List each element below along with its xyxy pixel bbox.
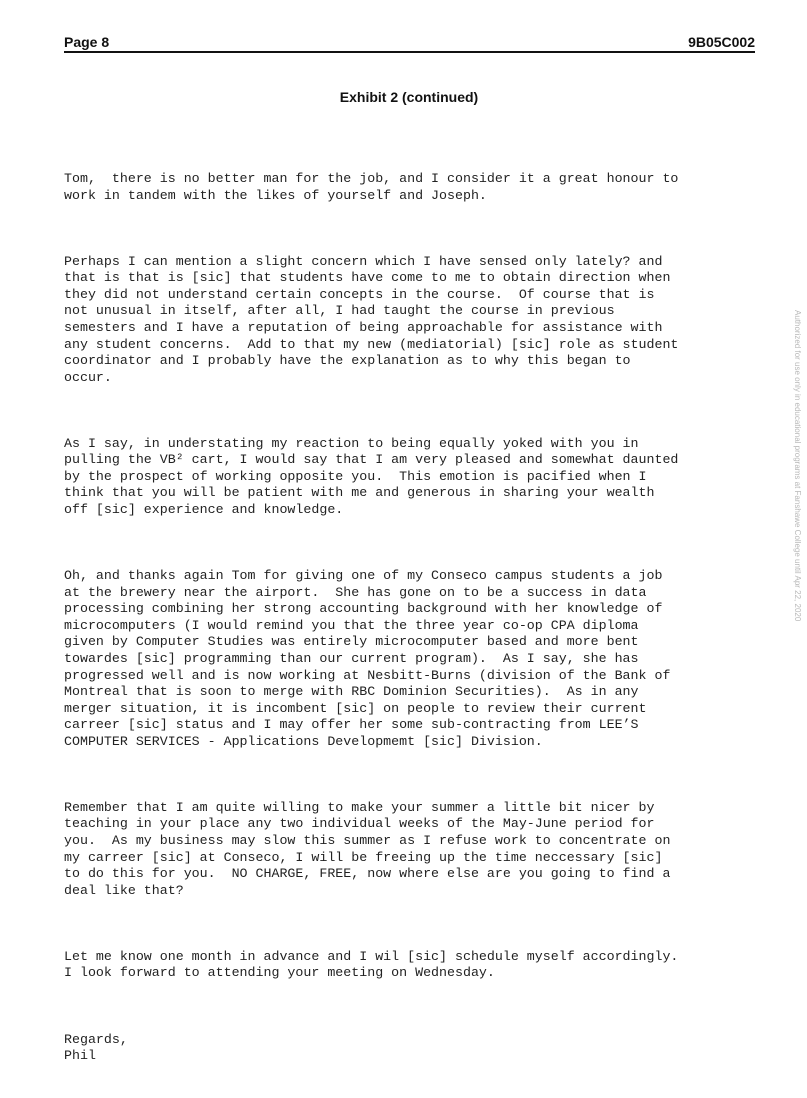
letter-paragraph: Remember that I am quite willing to make your summer a little bit nicer by teaching in your place any two individual weeks of the May-June period for you. As my business may slow this summer as I refuse work to concentrate on my carreer [sic] at Conseco, I will be freeing up the time neccessary [sic] to do this for you. NO CHARGE, FREE, now where else are you going to find a deal like that?: [64, 799, 671, 898]
case-code: 9B05C002: [688, 34, 755, 50]
page-header: [64, 34, 755, 50]
letter-paragraph: Oh, and thanks again Tom for giving one of my Conseco campus students a job at the brewery near the airport. She has gone on to be a success in data processing combining her strong accounting background with her knowledge of microcomputers (I would remind you that the three year co-op CPA diploma given by Computer Studies was entirely microcomputer based and more bent towardes [sic] programming than our current program). As I say, she has progressed well and is now working at Nesbitt-Burns (division of the Bank of Montreal that is soon to merge with RBC Dominion Securities). As in any merger situation, it is incombent [sic] on people to review their current carreer [sic] status and I may offer her some sub-contracting from LEE’S COMPUTER SERVICES - Applications Developmemt [sic] Division.: [64, 568, 671, 749]
letter-paragraph: As I say, in understating my reaction to being equally yoked with you in pulling the VB² cart, I would say that I am very pleased and somewhat daunted by the prospect of working opposite you. This emotion is pacified when I think that you will be patient with me and generous in sharing your wealth off [sic] experience and knowledge.: [64, 435, 679, 518]
header-rule: [64, 51, 755, 53]
page-number: Page 8: [64, 34, 110, 50]
letter-paragraph: Tom, there is no better man for the job, and I consider it a great honour to work in tandem with the likes of yourself and Joseph.: [64, 171, 679, 203]
exhibit-title: Exhibit 2 (continued): [339, 89, 479, 105]
letter-paragraph: Perhaps I can mention a slight concern which I have sensed only lately? and that is that is [sic] that students have come to me to obtain direction when they did not understand certain concepts in the course. Of course that is not unusual in itself, after all, I had taught the course in previous semesters and I have a reputation of being approachable for assistance with any student concerns. Add to that my new (mediatorial) [sic] role as student coordinator and I probably have the explanation as to why this began to occur.: [64, 253, 679, 385]
letter-closing: Regards, Phil: [64, 1031, 128, 1064]
side-watermark: [791, 310, 803, 765]
letter-body: [64, 138, 764, 1098]
letter-paragraph: Let me know one month in advance and I wil [sic] schedule myself accordingly. I look forward to attending your meeting on Wednesday.: [64, 948, 679, 981]
watermark-text: Authorized for use only in educational programs at Fanshawe College until Apr 22, 2020: [793, 310, 802, 622]
